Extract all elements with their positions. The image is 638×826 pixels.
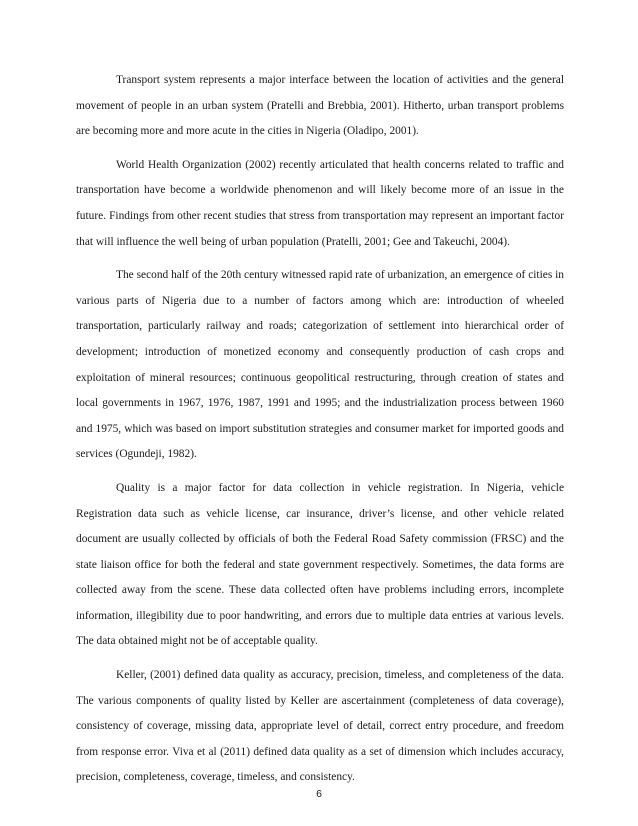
body-text	[76, 68, 564, 799]
paragraph-who-health: World Health Organization (2002) recently articulated that health concerns related to traffic and transportation have become a worldwide phenomenon and will likely become more of an issue in the future. Findings from other recent studies that stress from transportation may represent an important factor that will influence the well being of urban population (Pratelli, 2001; Gee and Takeuchi, 2004).	[76, 158, 564, 248]
paragraph-data-quality: Quality is a major factor for data collection in vehicle registration. In Nigeria, vehicle Registration data such as vehicle license, car insurance, driver’s license, and other vehicle related document are usually collected by officials of both the Federal Road Safety commission (FRSC) and the state liaison office for both the federal and state government respectively. Sometimes, the data forms are collected away from the scene. These data collected often have problems including errors, incomplete information, illegibility due to poor handwriting, and errors due to multiple data entries at various levels. The data obtained might not be of acceptable quality.	[76, 481, 564, 648]
paragraph-transport-system: Transport system represents a major interface between the location of activities and the general movement of people in an urban system (Pratelli and Brebbia, 2001). Hitherto, urban transport problems are becoming more and more acute in the cities in Nigeria (Oladipo, 2001).	[76, 74, 564, 138]
paragraph-urbanization: The second half of the 20th century witnessed rapid rate of urbanization, an emergence of cities in various parts of Nigeria due to a number of factors among which are: introduction of wheeled transportation, particularly railway and roads; categorization of settlement into hierarchical order of development; introduction of monetized economy and consequently production of cash crops and exploitation of mineral resources; continuous geopolitical restructuring, through creation of states and local governments in 1967, 1976, 1987, 1991 and 1995; and the industrialization process between 1960 and 1975, which was based on import substitution strategies and consumer market for imported goods and services (Ogundeji, 1982).	[76, 269, 564, 461]
page-number: 6	[316, 788, 322, 800]
paragraph-keller-definition: Keller, (2001) defined data quality as accuracy, precision, timeless, and completeness of the data. The various components of quality listed by Keller are ascertainment (completeness of data coverage), consistency of coverage, missing data, appropriate level of detail, correct entry procedure, and freedom from response error. Viva et al (2011) defined data quality as a set of dimension which includes accuracy, precision, completeness, coverage, timeless, and consistency.	[76, 669, 564, 784]
